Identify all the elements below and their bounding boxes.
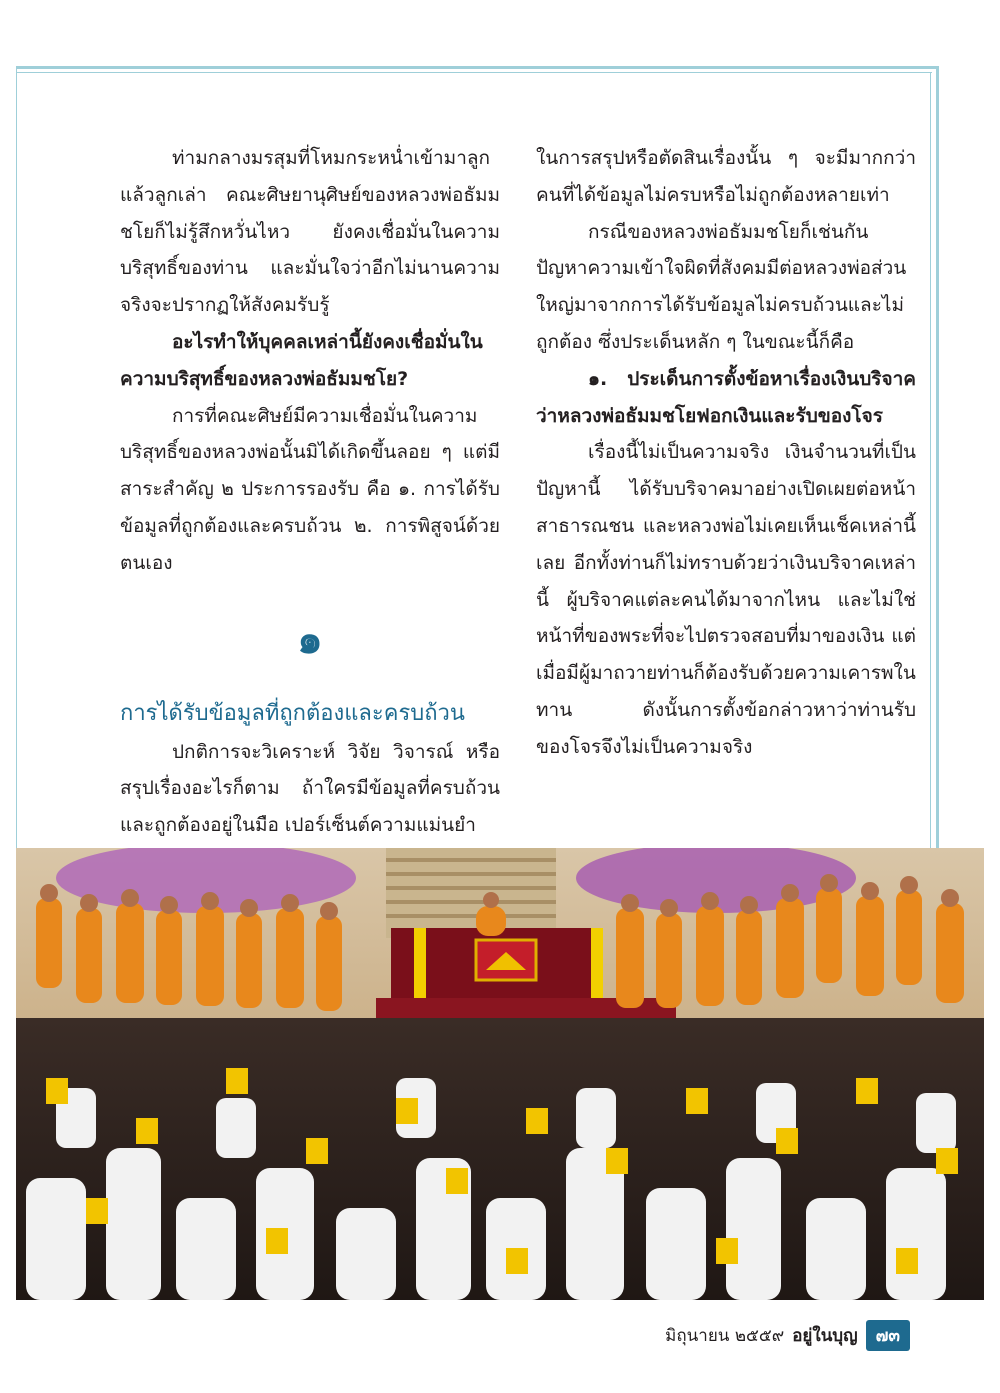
left-paragraph-2: การที่คณะศิษย์มีความเชื่อมั่นในความบริสุทธิ์ของหลวงพ่อนั้นมิได้เกิดขึ้นลอย ๆ แต่มีสาระสำคัญ ๒ ประการรองรับ คือ ๑. การได้รับข้อมูลที่ถูกต้องและครบถ้วน ๒. การพิสูจน์ด้วยตนเอง [120,404,500,574]
right-paragraph-1: ในการสรุปหรือตัดสินเรื่องนั้น ๆ จะมีมากกว่าคนที่ได้ข้อมูลไม่ครบหรือไม่ถูกต้องหลายเท่า [536,147,916,206]
page-number: ๗๓ [866,1320,910,1351]
section-title: การได้รับข้อมูลที่ถูกต้องและครบถ้วน [120,700,465,726]
magazine-name: อยู่ในบุญ [792,1325,858,1346]
right-paragraph-3: เรื่องนี้ไม่เป็นความจริง เงินจำนวนที่เป็นปัญหานี้ ได้รับบริจาคมาอย่างเปิดเผยต่อหน้าสาธารณชน และหลวงพ่อไม่เคยเห็นเช็คเหล่านี้เลย อีกทั้งท่านก็ไม่ทราบด้วยว่าเงินบริจาคเหล่านี้ ผู้บริจาคแต่ละคนได้มาจากไหน และไม่ใช่หน้าที่ของพระที่จะไปตรวจสอบที่มาของเงิน แต่เมื่อมีผู้มาถวายท่านก็ต้องรับด้วยความเคารพในทาน ดังนั้นการตั้งข้อกล่าวหาว่าท่านรับของโจรจึงไม่เป็นความจริง [536,441,916,758]
frame-left-line [16,66,17,848]
frame-top-inner-line [16,72,932,73]
stage-steps [386,848,556,938]
frame-top-line [16,66,938,69]
question-heading: อะไรทำให้บุคคลเหล่านี้ยังคงเชื่อมั่นในความบริสุทธิ์ของหลวงพ่อธัมมชโย? [120,330,483,390]
left-column [120,140,500,844]
left-paragraph-3: ปกติการจะวิเคราะห์ วิจัย วิจารณ์ หรือสรุปเรื่องอะไรก็ตาม ถ้าใครมีข้อมูลที่ครบถ้วนและถูกต้องอยู่ในมือ เปอร์เซ็นต์ความแม่นยำ [120,740,500,837]
frame-right-line [936,66,939,848]
ceremony-photo [16,848,984,1300]
section-number: ๑ [297,616,323,663]
right-paragraph-2: กรณีของหลวงพ่อธัมมชโยก็เช่นกัน ปัญหาความเข้าใจผิดที่สังคมมีต่อหลวงพ่อส่วนใหญ่มาจากการได้รับข้อมูลไม่ครบถ้วนและไม่ถูกต้อง ซึ่งประเด็นหลัก ๆ ในขณะนี้ก็คือ [536,220,907,353]
accusation-heading: ๑. ประเด็นการตั้งข้อหาเรื่องเงินบริจาคว่าหลวงพ่อธัมมชโยฟอกเงินและรับของโจร [536,367,916,427]
right-column [536,140,916,766]
left-paragraph-1: ท่ามกลางมรสุมที่โหมกระหน่ำเข้ามาลูกแล้วลูกเล่า คณะศิษยานุศิษย์ของหลวงพ่อธัมมชโยก็ไม่รู้สึกหวั่นไหว ยังคงเชื่อมั่นในความบริสุทธิ์ของท่าน และมั่นใจว่าอีกไม่นานความจริงจะปรากฏให้สังคมรับรู้ [120,147,500,317]
page-footer [600,1318,910,1352]
issue-date: มิถุนายน ๒๕๕๙ [665,1325,785,1346]
frame-right-inner-line [930,72,931,848]
